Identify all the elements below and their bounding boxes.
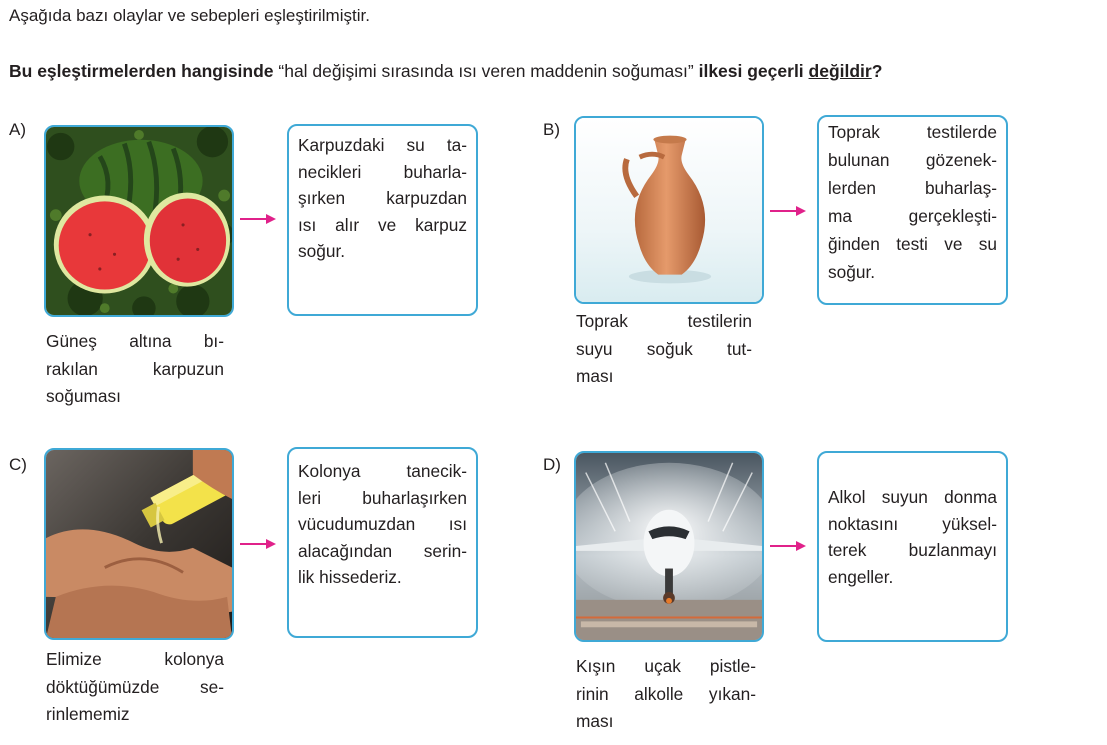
caption-line: rinlememiz xyxy=(46,704,130,724)
option-c-letter: C) xyxy=(9,455,27,474)
option-c-explanation-box xyxy=(287,447,478,638)
explanation-line: ısı alır ve karpuz xyxy=(298,214,467,235)
caption-line: ması xyxy=(576,711,614,731)
question-part5: ? xyxy=(871,61,883,81)
option-a-caption xyxy=(46,328,224,411)
question-part3: ilkesi geçerli xyxy=(698,61,809,81)
watermelon-image xyxy=(44,125,234,317)
explanation-line: Alkol suyun donma xyxy=(828,487,997,507)
option-d-explanation-box xyxy=(817,451,1008,642)
option-a-explanation-box xyxy=(287,124,478,316)
explanation-line: ğinden testi ve su xyxy=(828,234,997,254)
question-part2: “hal değişimi sırasında ısı veren maddenin soğuması” xyxy=(273,61,699,81)
caption-line: Toprak testilerin xyxy=(576,311,752,331)
option-a-letter: A) xyxy=(9,120,26,139)
caption-line: Elimize kolonya xyxy=(46,649,224,669)
explanation-line: Kolonya tanecik- xyxy=(298,461,467,481)
intro-text: Aşağıda bazı olaylar ve sebepleri eşleştirilmiştir. xyxy=(9,6,370,25)
caption-line: döktüğümüzde se- xyxy=(46,676,224,697)
question-part1: Bu eşleştirmelerden hangisinde xyxy=(9,61,274,81)
explanation-line: alacağından serin- xyxy=(298,540,467,561)
explanation-line: engeller. xyxy=(828,566,894,587)
caption-line: Kışın uçak pistle- xyxy=(576,656,756,676)
explanation-line: necikleri buharla- xyxy=(298,161,467,182)
right-arrow-icon xyxy=(240,212,276,226)
explanation-line: lerden buharlaş- xyxy=(828,178,997,198)
explanation-line: noktasını yüksel- xyxy=(828,513,997,534)
question-part4: değildir xyxy=(808,61,872,81)
option-c-caption xyxy=(46,646,224,729)
explanation-line: Toprak testilerde xyxy=(828,122,997,142)
cologne-hands-image xyxy=(44,448,234,640)
right-arrow-icon xyxy=(770,539,806,553)
explanation-line: terek buzlanmayı xyxy=(828,540,997,560)
explanation-line: soğur. xyxy=(828,262,876,282)
explanation-line: leri buharlaşırken xyxy=(298,487,467,508)
caption-line: soğuması xyxy=(46,386,121,406)
option-d-caption xyxy=(576,653,756,736)
right-arrow-icon xyxy=(240,537,276,551)
explanation-line: şırken karpuzdan xyxy=(298,188,467,208)
explanation-line: vücudumuzdan ısı xyxy=(298,514,467,534)
explanation-line: bulunan gözenek- xyxy=(828,150,997,170)
explanation-line: ma gerçekleşti- xyxy=(828,206,997,226)
right-arrow-icon xyxy=(770,204,806,218)
airplane-deicing-image xyxy=(574,451,764,642)
caption-line: rakılan karpuzun xyxy=(46,358,224,379)
option-b-caption xyxy=(576,308,752,391)
explanation-line: Karpuzdaki su ta- xyxy=(298,135,467,155)
option-b-explanation-box xyxy=(817,115,1008,305)
option-b-letter: B) xyxy=(543,120,560,139)
option-d-letter: D) xyxy=(543,455,561,474)
explanation-line: lik hissederiz. xyxy=(298,567,402,587)
caption-line: ması xyxy=(576,366,614,386)
explanation-line: soğur. xyxy=(298,241,346,261)
caption-line: Güneş altına bı- xyxy=(46,331,224,351)
caption-line: rinin alkolle yıkan- xyxy=(576,683,756,704)
caption-line: suyu soğuk tut- xyxy=(576,338,752,359)
question-text xyxy=(9,61,882,82)
clay-jug-image xyxy=(574,116,764,304)
